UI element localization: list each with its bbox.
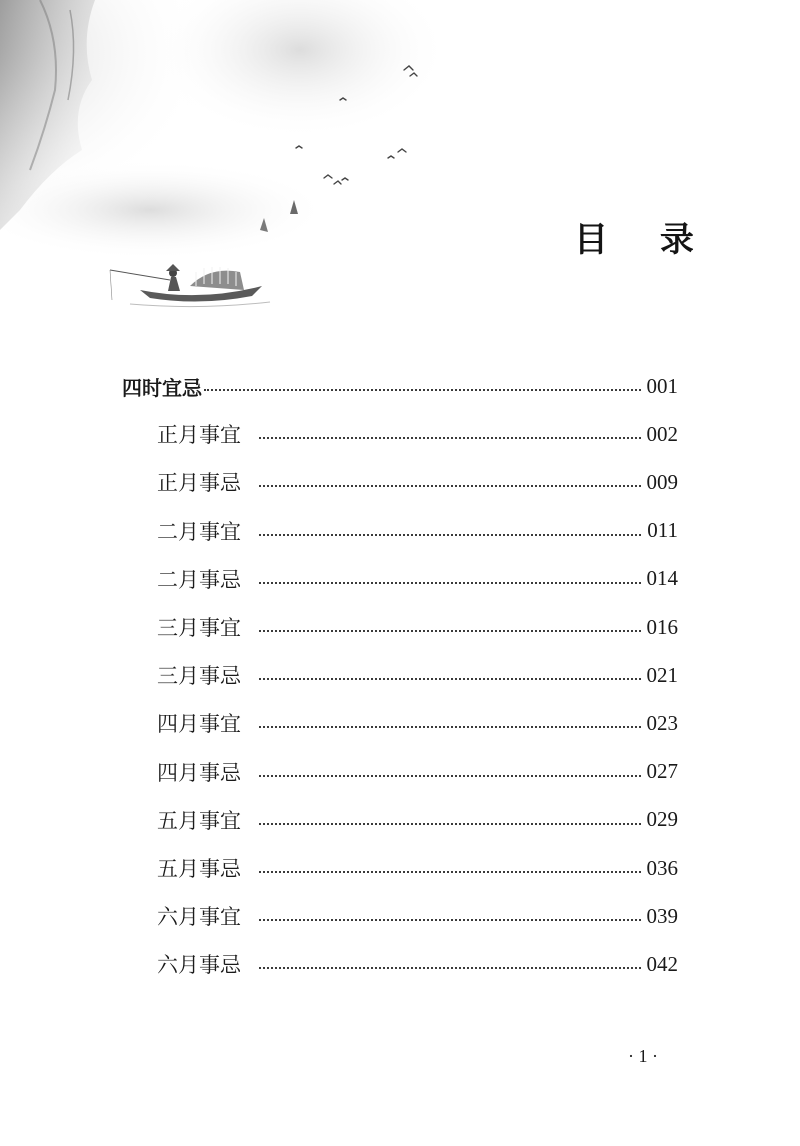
toc-entry[interactable] <box>157 561 678 597</box>
toc-entry-page: 016 <box>646 614 678 639</box>
dot-leader <box>259 582 641 584</box>
toc-entry[interactable] <box>157 464 678 500</box>
page-title: 目 录 <box>574 220 714 260</box>
dot-leader <box>259 871 641 873</box>
toc-entry-page: 014 <box>646 566 678 591</box>
dot-leader <box>259 726 641 728</box>
toc-entry-label: 四月事宜 <box>157 712 241 737</box>
toc-entry-label: 六月事宜 <box>157 905 241 930</box>
toc-entry-page: 027 <box>646 759 678 784</box>
toc-entry-page: 021 <box>646 662 678 687</box>
dot-leader <box>259 534 641 536</box>
toc-entry-page: 001 <box>646 373 678 398</box>
dot-leader <box>259 437 641 439</box>
toc-entry[interactable] <box>157 946 678 982</box>
toc-entry-label: 四时宜忌 <box>122 375 202 400</box>
toc-entry[interactable] <box>157 850 678 886</box>
dot-leader <box>259 630 641 632</box>
toc-entry[interactable] <box>122 368 678 404</box>
toc-entry[interactable] <box>157 657 678 693</box>
fishing-boat <box>110 264 262 302</box>
toc-entry-label: 五月事宜 <box>157 808 241 833</box>
dot-leader <box>259 485 641 487</box>
dot-leader <box>259 919 641 921</box>
toc-entry[interactable] <box>157 416 678 452</box>
toc-entry[interactable] <box>157 609 678 645</box>
page-number: · 1 · <box>628 1046 658 1066</box>
toc-entry-page: 042 <box>646 951 678 976</box>
toc-entry-label: 五月事忌 <box>157 857 241 881</box>
toc-entry-label: 四月事忌 <box>157 760 241 785</box>
toc-entry-page: 002 <box>646 421 678 446</box>
toc-entry-page: 011 <box>647 518 678 543</box>
toc-entry[interactable] <box>157 754 678 790</box>
toc-entry-label: 正月事忌 <box>157 471 241 496</box>
toc-entry-label: 六月事忌 <box>157 953 241 978</box>
toc-entry-label: 二月事忌 <box>157 567 241 592</box>
toc-entry[interactable] <box>157 513 678 549</box>
toc-entry-label: 三月事忌 <box>157 664 241 689</box>
toc-entry-label: 三月事宜 <box>157 616 241 640</box>
toc-entry-page: 023 <box>646 710 678 735</box>
toc-entry-page: 036 <box>646 855 678 880</box>
toc-entry-page: 029 <box>646 807 678 832</box>
toc-entry[interactable] <box>157 705 678 741</box>
dot-leader <box>259 967 641 969</box>
dot-leader <box>259 775 641 777</box>
dot-leader <box>204 389 641 391</box>
landscape-illustration <box>0 0 440 320</box>
toc-entry-label: 二月事宜 <box>157 519 241 544</box>
dot-leader <box>259 823 641 825</box>
toc-entry-label: 正月事宜 <box>157 423 241 448</box>
dot-leader <box>259 678 641 680</box>
toc-entry-page: 009 <box>646 469 678 494</box>
toc-entry[interactable] <box>157 898 678 934</box>
toc-entry[interactable] <box>157 802 678 838</box>
toc-entry-page: 039 <box>646 903 678 928</box>
